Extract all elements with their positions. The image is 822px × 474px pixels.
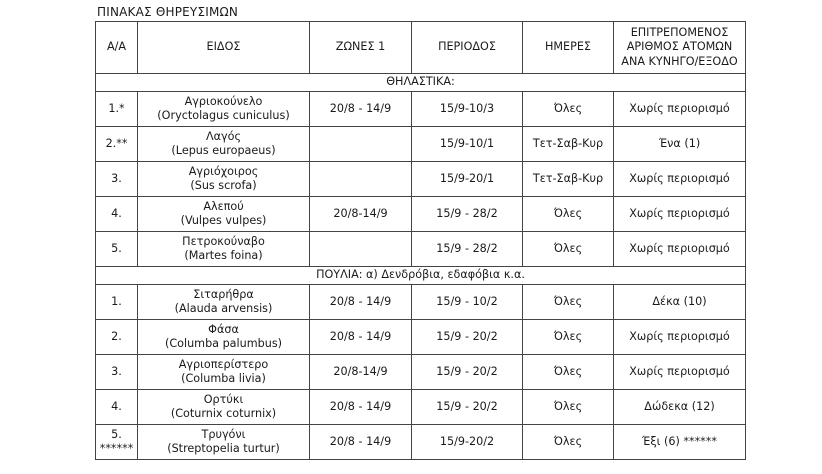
species-name: Αγριοκούνελο [184,94,263,108]
section-label: ΘΗΛΑΣΤΙΚΑ: [96,74,746,92]
species-name: Τρυγόνι [201,427,246,441]
cell-allowed: Χωρίς περιορισμό [614,162,746,197]
header-days: ΗΜΕΡΕΣ [523,22,614,74]
cell-species [138,162,310,197]
cell-period: 15/9 - 20/2 [412,320,523,355]
cell-allowed: Χωρίς περιορισμό [614,320,746,355]
cell-aa: 4. [96,390,138,425]
header-allowed [614,22,746,74]
cell-period: 15/9-20/1 [412,162,523,197]
header-period: ΠΕΡΙΟΔΟΣ [412,22,523,74]
cell-zones [310,127,412,162]
species-name: Αγριοπερίστερο [178,357,269,371]
cell-species [138,355,310,390]
table-row [96,285,746,320]
section-row [96,267,746,285]
cell-zones [310,162,412,197]
cell-species [138,390,310,425]
cell-aa: 2.** [96,127,138,162]
cell-period: 15/9 - 10/2 [412,285,523,320]
cell-days: Όλες [523,425,614,460]
species-latin: (Streptopelia turtur) [167,442,280,455]
cell-zones: 20/8-14/9 [310,197,412,232]
table-row [96,92,746,127]
header-row [96,22,746,74]
cell-species [138,425,310,460]
cell-days: Όλες [523,285,614,320]
cell-zones: 20/8-14/9 [310,355,412,390]
header-allowed-line: ΑΝΑ ΚΥΝΗΓΟ/ΕΞΟΔΟ [621,54,738,68]
cell-days: Όλες [523,355,614,390]
cell-period: 15/9 - 28/2 [412,197,523,232]
species-latin: (Lepus europaeus) [171,144,276,157]
header-allowed-line: ΕΠΙΤΡΕΠΟΜΕΝΟΣ [630,25,729,39]
species-latin: (Martes foina) [184,249,263,262]
species-latin: (Columba livia) [181,372,266,385]
document-title: ΠΙΝΑΚΑΣ ΘΗΡΕΥΣΙΜΩΝ [97,5,239,19]
cell-period: 15/9 - 20/2 [412,390,523,425]
table-row [96,355,746,390]
cell-aa: 5. [96,232,138,267]
species-name: Ορτύκι [203,392,244,406]
cell-days: Όλες [523,197,614,232]
species-name: Αλεπού [203,199,244,213]
species-latin: (Coturnix coturnix) [170,407,277,420]
cell-period: 15/9 - 28/2 [412,232,523,267]
cell-period: 15/9-20/2 [412,425,523,460]
cell-aa: 3. [96,162,138,197]
aa-footnote-mark: ****** [99,442,134,455]
cell-period: 15/9-10/1 [412,127,523,162]
cell-period: 15/9-10/3 [412,92,523,127]
cell-days: Όλες [523,390,614,425]
cell-species [138,127,310,162]
cell-allowed: Δέκα (10) [614,285,746,320]
cell-zones: 20/8 - 14/9 [310,390,412,425]
cell-days: Τετ-Σαβ-Κυρ [523,162,614,197]
cell-aa: 1.* [96,92,138,127]
cell-species [138,197,310,232]
cell-species [138,285,310,320]
cell-aa: 1. [96,285,138,320]
cell-period: 15/9 - 20/2 [412,355,523,390]
cell-aa: 3. [96,355,138,390]
cell-allowed: Χωρίς περιορισμό [614,355,746,390]
cell-aa [96,425,138,460]
header-allowed-line: ΑΡΙΘΜΟΣ ΑΤΟΜΩΝ [626,40,733,54]
cell-days: Τετ-Σαβ-Κυρ [523,127,614,162]
species-latin: (Sus scrofa) [190,179,257,192]
cell-allowed: Δώδεκα (12) [614,390,746,425]
species-name: Λαγός [205,129,242,143]
cell-allowed: Έξι (6) ****** [614,425,746,460]
game-species-table [95,21,746,460]
cell-allowed: Χωρίς περιορισμό [614,92,746,127]
section-label: ΠΟΥΛΙΑ: α) Δενδρόβια, εδαφόβια κ.α. [96,267,746,285]
table-row [96,390,746,425]
aa-number: 5. [111,427,122,441]
cell-zones: 20/8 - 14/9 [310,320,412,355]
cell-allowed: Χωρίς περιορισμό [614,197,746,232]
cell-species [138,92,310,127]
cell-zones [310,232,412,267]
table-row [96,320,746,355]
species-latin: (Columba palumbus) [164,337,283,350]
cell-days: Όλες [523,232,614,267]
cell-species [138,232,310,267]
cell-days: Όλες [523,92,614,127]
header-aa: Α/Α [96,22,138,74]
section-row [96,74,746,92]
table-row [96,232,746,267]
cell-zones: 20/8 - 14/9 [310,92,412,127]
cell-species [138,320,310,355]
cell-allowed: Ένα (1) [614,127,746,162]
table-row [96,425,746,460]
header-zones: ΖΩΝΕΣ 1 [310,22,412,74]
species-latin: (Oryctolagus cuniculus) [157,109,290,122]
table-row [96,197,746,232]
table-row [96,127,746,162]
table-row [96,162,746,197]
cell-zones: 20/8 - 14/9 [310,425,412,460]
cell-zones: 20/8 - 14/9 [310,285,412,320]
species-latin: (Alauda arvensis) [174,302,273,315]
cell-aa: 2. [96,320,138,355]
cell-aa: 4. [96,197,138,232]
cell-allowed: Χωρίς περιορισμό [614,232,746,267]
species-name: Σιταρήθρα [193,287,254,301]
header-species: ΕΙΔΟΣ [138,22,310,74]
species-name: Αγριόχοιρος [188,164,259,178]
species-name: Φάσα [208,322,239,336]
species-name: Πετροκούναβο [182,234,265,248]
species-latin: (Vulpes vulpes) [180,214,267,227]
cell-days: Όλες [523,320,614,355]
